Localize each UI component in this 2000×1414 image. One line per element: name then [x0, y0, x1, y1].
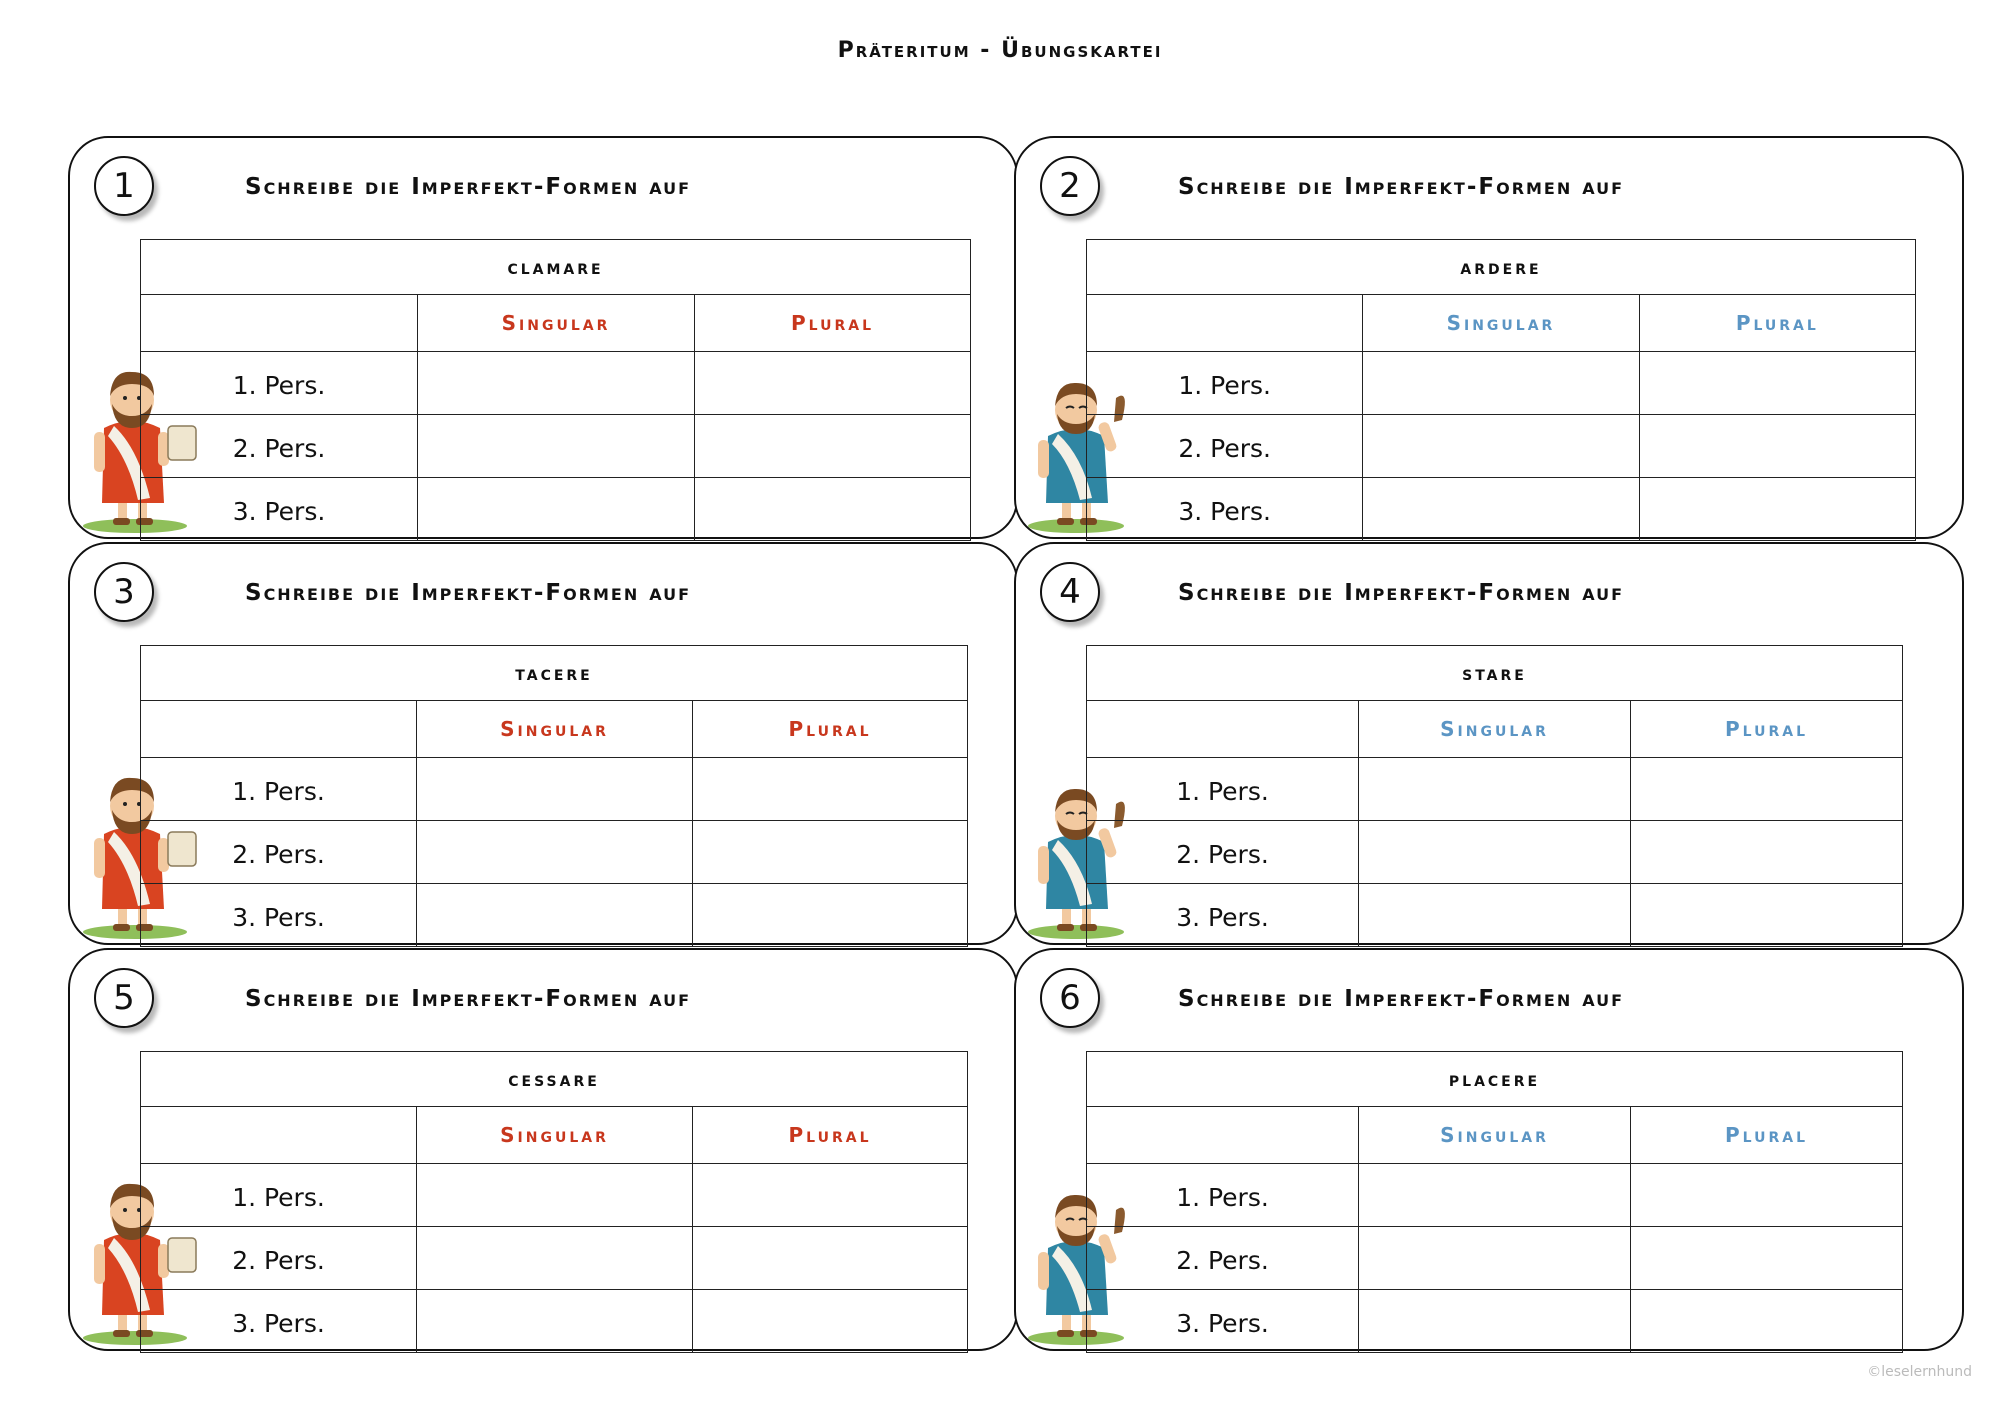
answer-cell-singular[interactable]	[417, 1227, 693, 1290]
answer-cell-plural[interactable]	[1639, 478, 1915, 541]
person-label: 3. Pers.	[141, 884, 417, 947]
empty-header-cell	[141, 295, 418, 352]
singular-header: Singular	[417, 701, 693, 758]
answer-cell-plural[interactable]	[1639, 415, 1915, 478]
singular-header: Singular	[418, 295, 695, 352]
answer-cell-singular[interactable]	[1363, 478, 1639, 541]
person-label: 3. Pers.	[1087, 884, 1359, 947]
plural-header: Plural	[1639, 295, 1915, 352]
page-title: Präteritum - Übungskartei	[837, 38, 1163, 63]
plural-header: Plural	[1631, 1107, 1903, 1164]
person-label: 2. Pers.	[1087, 1227, 1359, 1290]
verb-header: placere	[1087, 1052, 1903, 1107]
card-instruction: Schreibe die Imperfekt-Formen auf	[1178, 986, 1625, 1012]
copyright-credit: ©leselernhund	[1867, 1364, 1972, 1380]
verb-header: cessare	[141, 1052, 968, 1107]
answer-cell-singular[interactable]	[417, 884, 693, 947]
person-label: 3. Pers.	[1087, 1290, 1359, 1353]
card-number: 1	[94, 156, 154, 216]
answer-cell-singular[interactable]	[1359, 1290, 1631, 1353]
plural-header: Plural	[693, 701, 968, 758]
answer-cell-plural[interactable]	[1631, 884, 1903, 947]
card-number: 3	[94, 562, 154, 622]
card-number: 2	[1040, 156, 1100, 216]
person-label: 2. Pers.	[141, 415, 418, 478]
card-number: 5	[94, 968, 154, 1028]
conjugation-table	[1086, 645, 1903, 947]
answer-cell-singular[interactable]	[1359, 821, 1631, 884]
singular-header: Singular	[1359, 701, 1631, 758]
answer-cell-plural[interactable]	[1639, 352, 1915, 415]
empty-header-cell	[1087, 295, 1363, 352]
verb-header: tacere	[141, 646, 968, 701]
exercise-card-5	[68, 948, 1018, 1351]
card-instruction: Schreibe die Imperfekt-Formen auf	[245, 986, 692, 1012]
answer-cell-singular[interactable]	[1363, 352, 1639, 415]
card-instruction: Schreibe die Imperfekt-Formen auf	[1178, 174, 1625, 200]
answer-cell-plural[interactable]	[693, 1290, 968, 1353]
answer-cell-plural[interactable]	[1631, 1164, 1903, 1227]
person-label: 2. Pers.	[1087, 821, 1359, 884]
answer-cell-plural[interactable]	[695, 415, 971, 478]
singular-header: Singular	[1359, 1107, 1631, 1164]
answer-cell-singular[interactable]	[417, 1290, 693, 1353]
person-label: 2. Pers.	[1087, 415, 1363, 478]
answer-cell-plural[interactable]	[1631, 1290, 1903, 1353]
plural-header: Plural	[1631, 701, 1903, 758]
answer-cell-plural[interactable]	[693, 1227, 968, 1290]
person-label: 3. Pers.	[141, 1290, 417, 1353]
person-label: 1. Pers.	[141, 352, 418, 415]
person-label: 1. Pers.	[1087, 1164, 1359, 1227]
plural-header: Plural	[695, 295, 971, 352]
answer-cell-singular[interactable]	[1359, 758, 1631, 821]
answer-cell-plural[interactable]	[693, 884, 968, 947]
verb-header: ardere	[1087, 240, 1916, 295]
singular-header: Singular	[1363, 295, 1639, 352]
answer-cell-singular[interactable]	[417, 821, 693, 884]
plural-header: Plural	[693, 1107, 968, 1164]
exercise-card-4	[1014, 542, 1964, 945]
empty-header-cell	[141, 1107, 417, 1164]
person-label: 1. Pers.	[141, 1164, 417, 1227]
verb-header: clamare	[141, 240, 971, 295]
exercise-card-2	[1014, 136, 1964, 539]
person-label: 1. Pers.	[1087, 352, 1363, 415]
answer-cell-singular[interactable]	[1359, 884, 1631, 947]
person-label: 3. Pers.	[141, 478, 418, 541]
empty-header-cell	[1087, 701, 1359, 758]
card-number: 4	[1040, 562, 1100, 622]
person-label: 3. Pers.	[1087, 478, 1363, 541]
conjugation-table	[140, 1051, 968, 1353]
exercise-card-1	[68, 136, 1018, 539]
answer-cell-singular[interactable]	[418, 415, 695, 478]
exercise-card-6	[1014, 948, 1964, 1351]
answer-cell-plural[interactable]	[1631, 821, 1903, 884]
answer-cell-singular[interactable]	[1359, 1227, 1631, 1290]
card-instruction: Schreibe die Imperfekt-Formen auf	[245, 580, 692, 606]
conjugation-table	[140, 239, 971, 541]
answer-cell-plural[interactable]	[695, 352, 971, 415]
empty-header-cell	[1087, 1107, 1359, 1164]
verb-header: stare	[1087, 646, 1903, 701]
answer-cell-plural[interactable]	[693, 821, 968, 884]
card-number: 6	[1040, 968, 1100, 1028]
answer-cell-plural[interactable]	[693, 758, 968, 821]
conjugation-table	[140, 645, 968, 947]
card-instruction: Schreibe die Imperfekt-Formen auf	[245, 174, 692, 200]
answer-cell-plural[interactable]	[693, 1164, 968, 1227]
card-instruction: Schreibe die Imperfekt-Formen auf	[1178, 580, 1625, 606]
singular-header: Singular	[417, 1107, 693, 1164]
answer-cell-plural[interactable]	[1631, 758, 1903, 821]
conjugation-table	[1086, 239, 1916, 541]
answer-cell-singular[interactable]	[1359, 1164, 1631, 1227]
answer-cell-singular[interactable]	[1363, 415, 1639, 478]
answer-cell-plural[interactable]	[1631, 1227, 1903, 1290]
answer-cell-singular[interactable]	[417, 758, 693, 821]
person-label: 1. Pers.	[1087, 758, 1359, 821]
answer-cell-singular[interactable]	[418, 478, 695, 541]
person-label: 1. Pers.	[141, 758, 417, 821]
person-label: 2. Pers.	[141, 821, 417, 884]
answer-cell-singular[interactable]	[417, 1164, 693, 1227]
person-label: 2. Pers.	[141, 1227, 417, 1290]
conjugation-table	[1086, 1051, 1903, 1353]
answer-cell-plural[interactable]	[695, 478, 971, 541]
answer-cell-singular[interactable]	[418, 352, 695, 415]
empty-header-cell	[141, 701, 417, 758]
exercise-card-3	[68, 542, 1018, 945]
